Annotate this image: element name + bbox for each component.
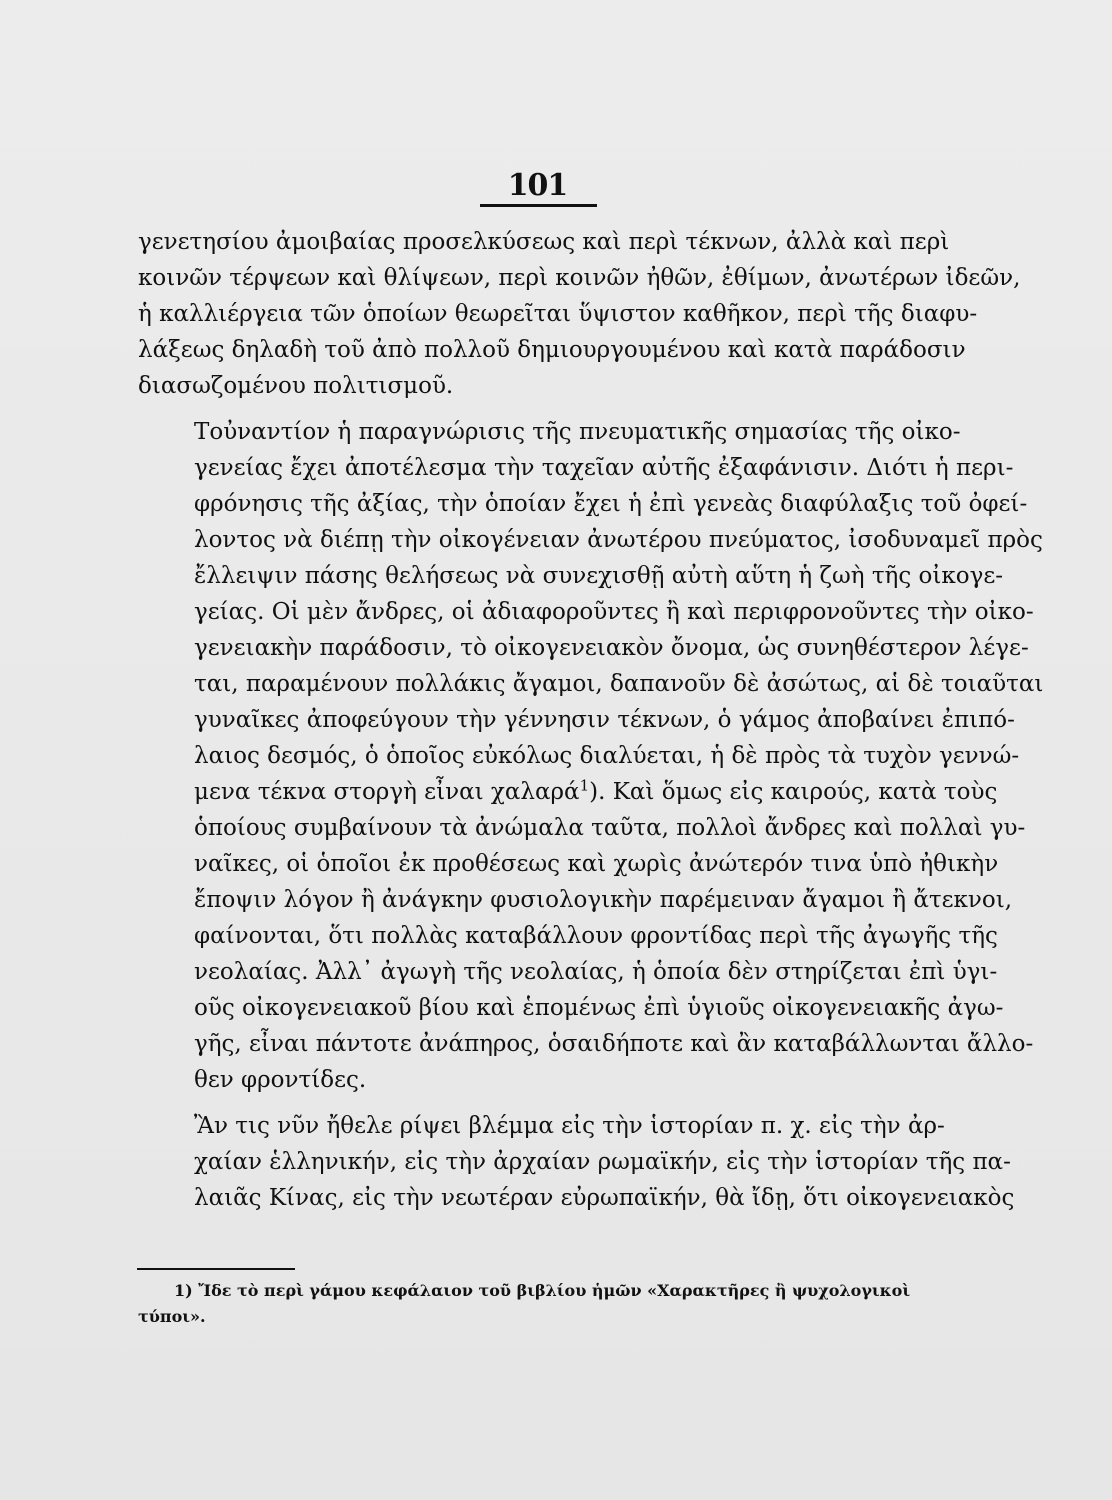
text-line: Ἂν τις νῦν ἤθελε ρίψει βλέμμα εἰς τὴν ἱστορίαν π. χ. εἰς τὴν ἀρ- — [194, 1113, 945, 1139]
paragraph-2 — [138, 414, 1044, 1098]
page-number: 101 — [507, 168, 568, 203]
text-line: γῆς, εἶναι πάντοτε ἀνάπηρος, ὁσαιδήποτε καὶ ἂν καταβάλλωνται ἄλλο- — [194, 1031, 1034, 1057]
text-line: φαίνονται, ὅτι πολλὰς καταβάλλουν φροντίδας περὶ τῆς ἀγωγῆς τῆς — [194, 923, 998, 949]
text-line-with-footnote — [138, 774, 998, 810]
text-line: ἔλλειψιν πάσης θελήσεως νὰ συνεχισθῇ αὐτὴ αὕτη ἡ ζωὴ τῆς οἰκογε- — [194, 563, 1004, 589]
text-line: γενετησίου ἀμοιβαίας προσελκύσεως καὶ περὶ τέκνων, ἀλλὰ καὶ περὶ — [138, 229, 950, 255]
footnote-line-1 — [138, 1278, 938, 1304]
footnote-number: 1) — [174, 1281, 193, 1300]
text-line: νεολαίας. Ἀλλ᾽ ἀγωγὴ τῆς νεολαίας, ἡ ὁποία δὲν στηρίζεται ἐπὶ ὑγι- — [194, 959, 998, 985]
text-line: κοινῶν τέρψεων καὶ θλίψεων, περὶ κοινῶν ἠθῶν, ἐθίμων, ἀνωτέρων ἰδεῶν, — [138, 265, 1021, 291]
text-line: ται, παραμένουν πολλάκις ἄγαμοι, δαπανοῦν δὲ ἀσώτως, αἱ δὲ τοιαῦται — [194, 671, 1044, 697]
text-line: οῦς οἰκογενειακοῦ βίου καὶ ἑπομένως ἐπὶ ὑγιοῦς οἰκογενειακῆς ἀγω- — [194, 995, 1004, 1021]
text-line: λαιος δεσμός, ὁ ὁποῖος εὐκόλως διαλύεται, ἡ δὲ πρὸς τὰ τυχὸν γεννώ- — [194, 743, 1020, 769]
text-line: λαιᾶς Κίνας, εἰς τὴν νεωτέραν εὐρωπαϊκήν, θὰ ἴδῃ, ὅτι οἰκογενειακὸς — [194, 1185, 1015, 1211]
text-line: φρόνησις τῆς ἀξίας, τὴν ὁποίαν ἔχει ἡ ἐπὶ γενεὰς διαφύλαξις τοῦ ὀφεί- — [194, 491, 1028, 517]
text-line: λοντος νὰ διέπῃ τὴν οἰκογένειαν ἀνωτέρου πνεύματος, ἰσοδυναμεῖ πρὸς — [194, 527, 1043, 553]
text-line: γυναῖκες ἀποφεύγουν τὴν γέννησιν τέκνων, ὁ γάμος ἀποβαίνει ἐπιπό- — [194, 707, 1015, 733]
text-line: ναῖκες, οἱ ὁποῖοι ἐκ προθέσεως καὶ χωρὶς ἀνώτερόν τινα ὑπὸ ἠθικὴν — [194, 851, 999, 877]
text-line: γείας. Οἱ μὲν ἄνδρες, οἱ ἀδιαφοροῦντες ἢ καὶ περιφρονοῦντες τὴν οἰκο- — [194, 599, 1034, 625]
text-line: ὁποίους συμβαίνουν τὰ ἀνώμαλα ταῦτα, πολλοὶ ἄνδρες καὶ πολλαὶ γυ- — [194, 815, 1026, 841]
text-line: διασωζομένου πολιτισμοῦ. — [138, 373, 454, 399]
text-line: λάξεως δηλαδὴ τοῦ ἀπὸ πολλοῦ δημιουργουμένου καὶ κατὰ παράδοσιν — [138, 337, 966, 363]
text-segment: ). Καὶ ὅμως εἰς καιρούς, κατὰ τοὺς — [589, 779, 998, 805]
text-segment: μενα τέκνα στοργὴ εἶναι χαλαρά — [194, 779, 580, 805]
text-line: ἔποψιν λόγον ἢ ἀνάγκην φυσιολογικὴν παρέμειναν ἄγαμοι ἢ ἄτεκνοι, — [194, 887, 1013, 913]
body-text — [138, 224, 1044, 1216]
footnote-reference[interactable]: 1 — [579, 776, 590, 795]
text-line: ἡ καλλιέργεια τῶν ὁποίων θεωρεῖται ὕψιστον καθῆκον, περὶ τῆς διαφυ- — [138, 301, 978, 327]
text-line: γενειακὴν παράδοσιν, τὸ οἰκογενειακὸν ὄνομα, ὡς συνηθέστερον λέγε- — [194, 635, 1029, 661]
text-line: γενείας ἔχει ἀποτέλεσμα τὴν ταχεῖαν αὐτῆς ἐξαφάνισιν. Διότι ἡ περι- — [194, 455, 1014, 481]
paragraph-3 — [138, 1108, 1015, 1216]
page-number-rule — [480, 204, 597, 207]
text-line: Τοὐναντίον ἡ παραγνώρισις τῆς πνευματικῆς σημασίας τῆς οἰκο- — [194, 419, 961, 445]
footnote-separator — [137, 1268, 295, 1270]
text-line: χαίαν ἑλληνικήν, εἰς τὴν ἀρχαίαν ρωμαϊκήν, εἰς τὴν ἱστορίαν τῆς πα- — [194, 1149, 1011, 1175]
paragraph-1 — [138, 224, 1021, 404]
footnote-line-2: τύποι». — [138, 1307, 206, 1326]
footnote-text: Ἴδε τὸ περὶ γάμου κεφάλαιον τοῦ βιβλίου ἡμῶν «Χαρακτῆρες ἢ ψυχολογικοὶ — [198, 1281, 911, 1300]
text-line: θεν φροντίδες. — [194, 1067, 367, 1093]
footnote — [138, 1278, 938, 1330]
